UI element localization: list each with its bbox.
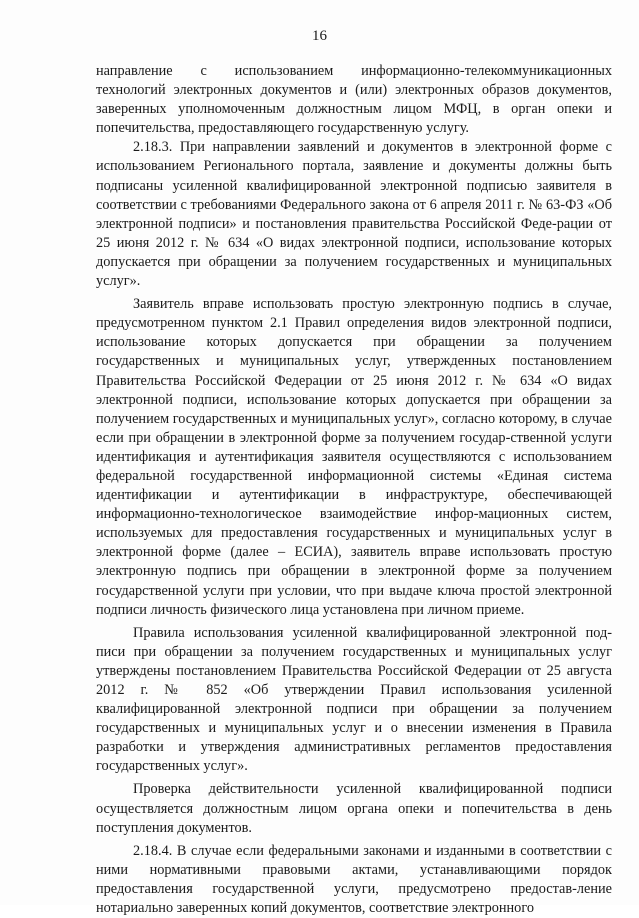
page-number: 16 — [312, 28, 327, 44]
paragraph-mfc-transfer: направление с использованием информационно-телекоммуникационных технологий электронных документов и (или) электронных образов документов, заверенных уполномоченным должностным лицом МФЦ, в орган опеки и попечительства, предоставляющего государственную услугу. — [96, 63, 612, 137]
paragraph-2-18-3: 2.18.3. При направлении заявлений и документов в электронной форме с использованием Регионального портала, заявление и документы должны быть подписаны усиленной квалифицированной электронной подписью заявителя в соответствии с требованиями Федерального закона от 6 апреля 2011 г. № 63-ФЗ «Об электронной подписи» и постановления правительства Российской Феде-рации от 25 июня 2012 г. № 634 «О видах электронной подписи, использование которых допускается при обращении за получением государственных и муниципальных услуг». — [96, 139, 612, 290]
document-body — [96, 62, 612, 918]
paragraph-2-18-4: 2.18.4. В случае если федеральными законами и изданными в соответствии с ними нормативными правовыми актами, устанавливающими порядок предоставления государственной услуги, предусмотрено предостав-ление нотариально заверенных копий документов, соответствие электронного — [96, 842, 612, 917]
paragraph-simple-signature: Заявитель вправе использовать простую электронную подпись в случае, предусмотренном пунктом 2.1 Правил определения видов электронной подписи, использование которых допускается при обращении за получением государственных и муниципальных услуг, утвержденных постановлением Правительства Российской Федерации от 25 июня 2012 г. № 634 «О видах электронной подписи, использование которых допускается при обращении за получением государственных и муниципальных услуг», согласно которому, в случае если при обращении в электронной форме за получением государ-ственной услуги идентификация и аутентификация заявителя осуществляются с использованием федеральной государственной информационной системы «Единая система идентификации и аутентификации в инфраструктуре, обеспечивающей информационно-технологическое взаимодействие инфор-мационных систем, используемых для предоставления государственных и муниципальных услуг в электронной форме (далее – ЕСИА), заявитель вправе использовать простую электронную подпись при обращении в электронной форме за получением государственной услуги при условии, что при выдаче ключа простой электронной подписи личность физического лица установлена при личном приеме. — [96, 296, 612, 618]
paragraph-signature-verification: Проверка действительности усиленной квалифицированной подписи осуществляется должностным лицом органа опеки и попечительства в день поступления документов. — [96, 781, 612, 836]
paragraph-qualified-signature-rules: Правила использования усиленной квалифицированной электронной под-писи при обращении за получением государственных и муниципальных услуг утверждены постановлением Правительства Российской Федерации от 25 августа 2012 г. № 852 «Об утверждении Правил использования усиленной квалифицированной электронной подписи при обращении за получением государственных и муниципальных услуг и о внесении изменения в Правила разработки и утверждения административных регламентов предоставления государственных услуг». — [96, 624, 612, 775]
